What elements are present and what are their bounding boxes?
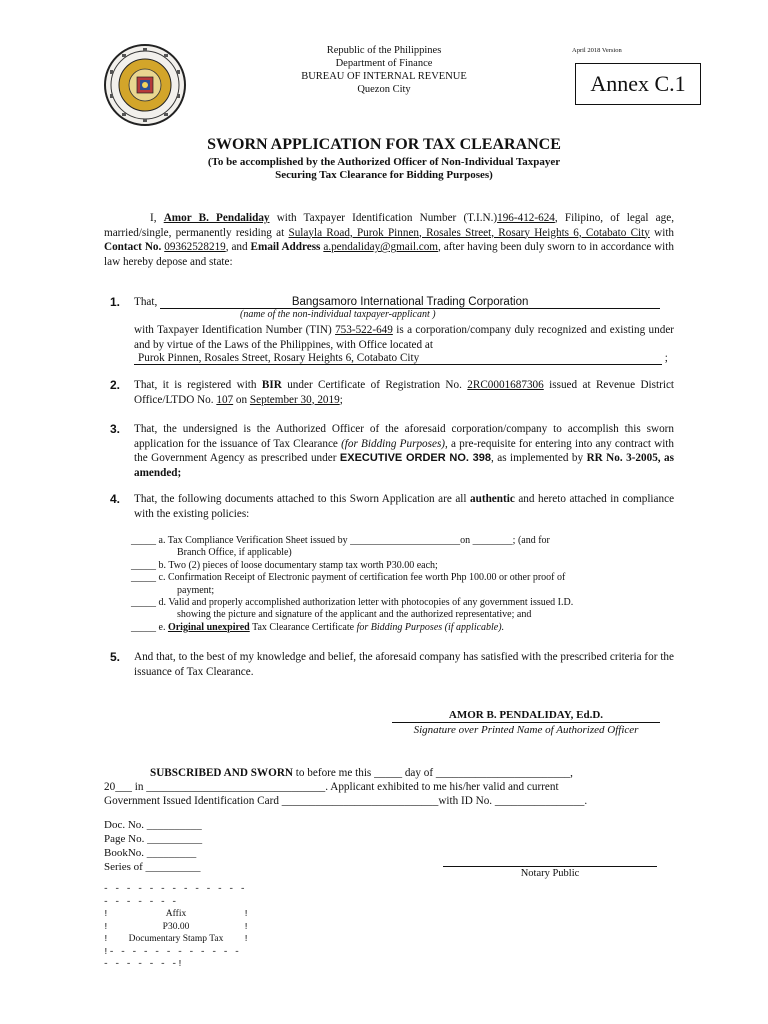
notary-public-label: Notary Public — [520, 868, 580, 879]
documentary-stamp-box — [103, 883, 249, 971]
header-line-city: Quezon City — [357, 84, 411, 95]
stamp-row-1: ! Affix ! — [103, 908, 249, 919]
email-address: a.pendaliday@gmail.com — [323, 241, 439, 253]
checklist-item-a-cont: Branch Office, if applicable) — [177, 547, 292, 559]
jurat-line-2: 20___ in ________________________________. Applicant exhibited to me his/her valid and current — [104, 781, 559, 793]
annex-box: Annex C.1 — [575, 63, 701, 105]
checklist-item-e-mid: Tax Clearance Certificate — [252, 621, 355, 633]
item-1-end: ; — [664, 352, 668, 364]
documents-checklist — [131, 535, 691, 634]
item-2-e: ; — [339, 393, 343, 406]
registration-date: September 30, 2019 — [249, 393, 340, 406]
applicant-name: Amor B. Pendaliday — [163, 212, 270, 224]
signature-caption: Signature over Printed Name of Authorized Officer — [413, 724, 639, 736]
item-2-d: on — [235, 393, 248, 406]
company-name: Bangsamoro International Trading Corporation — [160, 296, 660, 309]
item-2-body — [134, 378, 674, 407]
intro-end: , after having been duly sworn to in accordance with law hereby depose and state: — [104, 241, 674, 268]
item-3-c: , a pre-requisite for entering into any contract with the Government Agency as prescribed under — [134, 437, 674, 464]
stamp-row-2: ! P30.00 ! — [103, 920, 249, 932]
item-5-body: And that, to the best of my knowledge and belief, the aforesaid company has satisfied with the prescribed criteria for the issuance of Tax Clearance. — [134, 651, 674, 678]
stamp-label: Documentary Stamp Tax — [128, 934, 224, 944]
checklist-item-a: _____ a. Tax Compliance Verification Sheet issued by ______________________on ________; (and for — [131, 535, 550, 546]
checklist-item-c-cont: payment; — [177, 584, 215, 596]
header-line-department: Department of Finance — [335, 58, 433, 69]
contact-label: Contact No. — [104, 241, 162, 253]
item-4-number: 4. — [110, 492, 121, 506]
page-subtitle — [0, 156, 768, 182]
item-3-a: That, the undersigned is the Authorized Officer of the aforesaid corporation/company to accomplish this sworn application for the issuance of Tax Clearance — [134, 423, 674, 450]
header-line-bureau: BUREAU OF INTERNAL REVENUE — [301, 71, 467, 82]
doc-fields — [104, 818, 202, 874]
item-2-number: 2. — [110, 378, 121, 392]
page-no: Page No. __________ — [104, 833, 203, 845]
jurat-line-1 — [104, 766, 676, 781]
certificate-number: 2RC0001687306 — [467, 379, 544, 391]
subtitle-line-2: Securing Tax Clearance for Bidding Purposes) — [275, 169, 493, 181]
stamp-top-border: - - - - - - - - - - - - - - - - - - - - — [103, 883, 246, 907]
executive-order: EXECUTIVE ORDER NO. 398 — [339, 452, 492, 464]
item-1-that: That, — [134, 296, 158, 308]
page-title: SWORN APPLICATION FOR TAX CLEARANCE — [207, 136, 561, 153]
contact-number: 09362528219 — [164, 241, 226, 253]
item-1-rest: is a corporation/company duly recognized and existing under and by virtue of the Laws of the Philippines, with Office located at — [134, 324, 675, 351]
intro-pre: I, — [150, 212, 157, 224]
item-3-body — [134, 422, 674, 480]
item-3-d: , as implemented by — [491, 452, 584, 464]
item-3-number: 3. — [110, 422, 121, 436]
book-no: BookNo. _________ — [104, 847, 197, 859]
item-4-body — [134, 492, 674, 521]
email-label: Email Address — [250, 241, 321, 253]
header-line-republic: Republic of the Philippines — [326, 45, 442, 56]
rdo-number: 107 — [216, 393, 234, 406]
applicant-address: Sulayla Road, Purok Pinnen, Rosales Street, Rosary Heights 6, Cotabato City — [288, 226, 650, 239]
jurat-line-1-text: to before me this _____ day of ________________________, — [295, 767, 573, 779]
bir-seal-logo — [104, 44, 186, 126]
checklist-item-c: _____ c. Confirmation Receipt of Electronic payment of certification fee worth Php 100.00 or other proof of — [131, 572, 566, 584]
item-4-b: and hereto attached in compliance with the existing policies: — [134, 493, 675, 520]
item-2-a: That, it is registered with — [134, 379, 257, 391]
item-2-c: issued at Revenue District Office/LTDO No. — [134, 379, 675, 406]
form-version: April 2018 Version — [572, 47, 622, 54]
intro-and: , and — [225, 241, 248, 253]
item-4-authentic: authentic — [470, 493, 515, 505]
item-1-tin-label: with Taxpayer Identification Number (TIN) — [134, 324, 332, 336]
checklist-item-e-italic: for Bidding Purposes (if applicable). — [356, 621, 505, 633]
company-name-caption: (name of the non-individual taxpayer-applicant ) — [240, 309, 436, 320]
agency-header — [260, 44, 508, 96]
series-of: Series of __________ — [104, 861, 201, 873]
revenue-regulation: RR No. 3-2005, as amended; — [134, 452, 674, 479]
intro-with: with — [654, 226, 675, 239]
jurat-bold: SUBSCRIBED AND SWORN — [150, 767, 293, 779]
stamp-bottom-border: !- - - - - - - - - - - - - - - - - - -! — [103, 945, 240, 969]
item-5-number: 5. — [110, 650, 121, 664]
intro-tin-label: with Taxpayer Identification Number (T.I.N.) — [276, 212, 498, 224]
stamp-row-3: ! Documentary Stamp Tax ! — [103, 933, 249, 944]
checklist-item-d: _____ d. Valid and properly accomplished authorization letter with photocopies of any government issued I.D. — [131, 597, 574, 609]
item-2-b: under Certificate of Registration No. — [287, 379, 462, 391]
item-1-number: 1. — [110, 295, 121, 309]
item-4-a: That, the following documents attached to this Sworn Application are all — [134, 493, 467, 505]
stamp-affix: Affix — [165, 909, 187, 919]
notary-signature-line — [443, 866, 657, 867]
subtitle-line-1: (To be accomplished by the Authorized Officer of Non-Individual Taxpayer — [207, 156, 561, 168]
item-1-body — [134, 323, 674, 352]
checklist-item-e-bold: Original unexpired — [167, 621, 250, 633]
item-2-bir: BIR — [261, 379, 282, 391]
checklist-item-e-pre: _____ e. — [131, 621, 166, 633]
jurat-line-3: Government Issued Identification Card ____________________________with ID No. ________________. — [104, 795, 588, 807]
checklist-item-b: _____ b. Two (2) pieces of loose documentary stamp tax worth P30.00 each; — [131, 559, 438, 571]
item-3-bidding: (for Bidding Purposes) — [341, 437, 446, 450]
intro-paragraph — [104, 211, 674, 269]
office-address: Purok Pinnen, Rosales Street, Rosary Heights 6, Cotabato City — [134, 352, 662, 365]
company-tin: 753-522-649 — [335, 324, 393, 336]
checklist-item-e — [131, 622, 691, 634]
stamp-amount: P30.00 — [162, 921, 190, 932]
applicant-tin: 196-412-624 — [497, 212, 555, 224]
officer-signature-name: AMOR B. PENDALIDAY, Ed.D. — [392, 709, 660, 723]
checklist-item-d-cont: showing the picture and signature of the applicant and the authorized representative; and — [177, 609, 532, 621]
intro-text-1: , Filipino, of legal age, married/single, permanently residing at — [104, 212, 675, 239]
doc-no: Doc. No. __________ — [104, 819, 202, 831]
item-1-line-1 — [134, 295, 674, 310]
item-1-office-line — [134, 351, 674, 366]
